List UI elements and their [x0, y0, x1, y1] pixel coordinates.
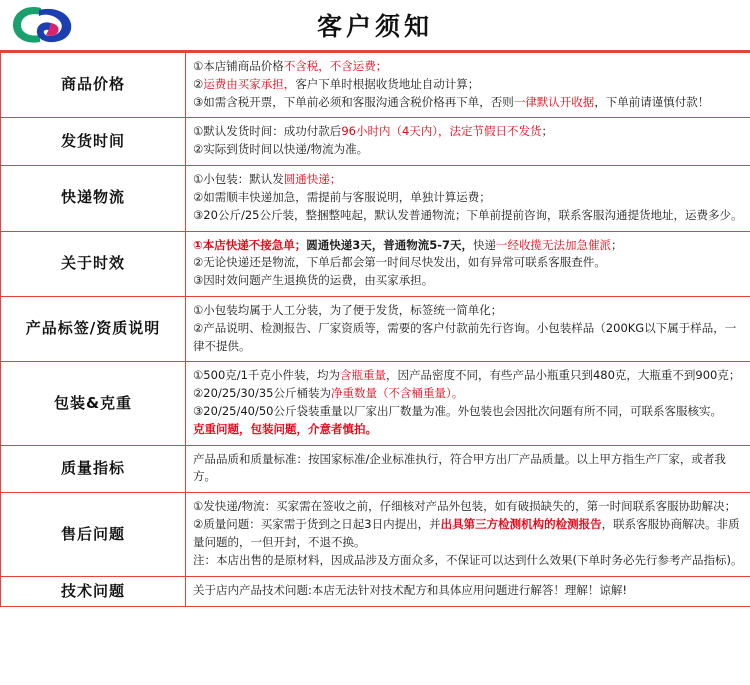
content-line: [193, 320, 743, 356]
content-text: 一律默认开收据: [513, 94, 595, 109]
content-line: [193, 58, 743, 76]
content-text: ，因产品密度不同，有些产品小瓶重只到480克，大瓶重不到900克；: [385, 368, 741, 383]
row-label: 快递物流: [1, 166, 186, 231]
table-row: [1, 231, 750, 296]
content-text: ③20公斤/25公斤装，整捆整吨起，默认发普通物流；下单前提前咨询，联系客服沟通提货地址，运费多少。: [193, 207, 743, 222]
content-text: 净重数量（不含桶重量）。: [330, 386, 464, 401]
content-text: ②实际到货时间以快递/物流为准。: [193, 142, 369, 157]
content-line: [193, 189, 743, 207]
table-row: [1, 362, 750, 445]
content-text: ①默认发货时间：成功付款后: [193, 124, 342, 139]
content-text: ①小包装均属于人工分装，为了便于发货，标签统一简单化；: [193, 302, 503, 317]
content-text: ②如需顺丰快递加急，需提前与客服说明，单独计算运费；: [193, 189, 491, 204]
content-text: 关于店内产品技术问题:本店无法针对技术配方和具体应用问题进行解答！理解！谅解!: [193, 582, 627, 597]
company-logo-icon: [8, 3, 78, 47]
content-text: ①本店: [193, 237, 226, 252]
page-title: 客户须知: [316, 12, 433, 41]
row-label: 商品价格: [1, 53, 186, 118]
table-row: [1, 445, 750, 493]
content-text: 克重问题，包装问题，介意者慎拍。: [193, 421, 377, 436]
content-text: 产品品质和质量标准：按国家标准/企业标准执行，符合甲方出厂产品质量。以上甲方指生产厂家，或者我方。: [193, 451, 726, 484]
row-label: 发货时间: [1, 118, 186, 166]
content-text: ；: [541, 124, 554, 139]
content-text: 圆通快递3天，普通物流5-7天，: [306, 237, 474, 252]
content-text: ①本店铺商品价格: [193, 59, 284, 73]
content-line: [193, 451, 743, 487]
row-content: [186, 118, 750, 166]
content-line: [193, 272, 743, 290]
row-content: [186, 493, 750, 576]
content-text: 含瓶重量: [339, 368, 386, 383]
row-content: [186, 53, 750, 118]
row-content: [186, 166, 750, 231]
table-row: [1, 166, 750, 231]
content-line: [193, 254, 743, 272]
content-text: ①500克/1千克小件装，均为: [193, 368, 340, 383]
content-line: [193, 367, 743, 385]
table-row: [1, 576, 750, 607]
content-line: [193, 516, 743, 552]
content-text: ③20/25/40/50公斤袋装重量以厂家出厂数量为准。外包装也会因批次问题有所不同，可联系客服核实。: [193, 404, 722, 418]
table-row: [1, 53, 750, 118]
content-line: [193, 141, 743, 159]
content-text: 客户下单时根据收货地址自动计算；: [295, 76, 480, 91]
content-text: 不含税，不含运费；: [283, 59, 388, 73]
content-line: [193, 171, 743, 189]
content-line: [193, 582, 743, 600]
content-line: [193, 403, 743, 421]
content-text: ①发快递/物流：买家需在签收之前，仔细核对产品外包装，如有破损缺失的，第一时间联系客服协助解决；: [193, 499, 737, 514]
row-content: [186, 576, 750, 607]
notice-table-body: [1, 53, 750, 607]
content-text: 快递: [473, 237, 497, 252]
content-line: [193, 552, 743, 570]
content-line: [193, 94, 743, 112]
content-text: 运费由买家承担，: [203, 76, 296, 91]
row-label: 售后问题: [1, 493, 186, 576]
content-text: ，下单前请谨慎付款！: [594, 94, 710, 109]
row-content: [186, 445, 750, 493]
page-header: [0, 0, 750, 52]
row-label: 技术问题: [1, 576, 186, 607]
row-label: 质量指标: [1, 445, 186, 493]
content-text: ；: [611, 237, 623, 252]
content-text: ②无论快递还是物流，下单后都会第一时间尽快发出，如有异常可联系客服查件。: [193, 255, 606, 270]
content-text: 96小时内（4天内），法定节假日不发货: [341, 124, 542, 139]
content-text: 快递不接急单；: [225, 237, 307, 252]
row-label: 包装&克重: [1, 362, 186, 445]
content-line: [193, 498, 743, 516]
content-text: ②20/25/30/35公斤桶装为: [193, 386, 331, 401]
content-line: [193, 237, 743, 255]
table-row: [1, 296, 750, 361]
content-line: [193, 385, 743, 403]
content-line: [193, 302, 743, 320]
content-text: ②: [193, 76, 204, 91]
content-text: ③因时效问题产生退换货的运费，由买家承担。: [193, 273, 434, 288]
row-content: [186, 231, 750, 296]
content-line: [193, 76, 743, 94]
row-content: [186, 296, 750, 361]
content-text: 一经收揽无法加急催派: [496, 237, 612, 252]
table-row: [1, 493, 750, 576]
content-line: [193, 207, 743, 225]
content-text: ②质量问题：买家需于货到之日起3日内提出，并: [193, 517, 441, 532]
content-line: [193, 123, 743, 141]
content-text: ③如需含税开票，下单前必须和客服沟通含税价格再下单，否则: [193, 94, 514, 109]
row-content: [186, 362, 750, 445]
content-text: ①小包装：默认发: [193, 172, 284, 187]
content-text: 注：本店出售的是原材料，因成品涉及方面众多，不保证可以达到什么效果(下单时务必先行参考产品指标)。: [193, 552, 743, 567]
row-label: 产品标签/资质说明: [1, 296, 186, 361]
content-text: ②产品说明、检测报告、厂家资质等，需要的客户付款前先行咨询。小包装样品（200KG以下属于样品，一律不提供。: [193, 320, 737, 353]
content-text: 圆通快递；: [283, 172, 342, 187]
content-line: [193, 421, 743, 439]
content-text: 出具第三方检测机构的检测报告: [440, 517, 602, 532]
notice-table: [0, 52, 750, 607]
table-row: [1, 118, 750, 166]
content-text: ，联系客服协商解决。非质量问题的，一但开封，不退不换。: [193, 517, 740, 549]
row-label: 关于时效: [1, 231, 186, 296]
